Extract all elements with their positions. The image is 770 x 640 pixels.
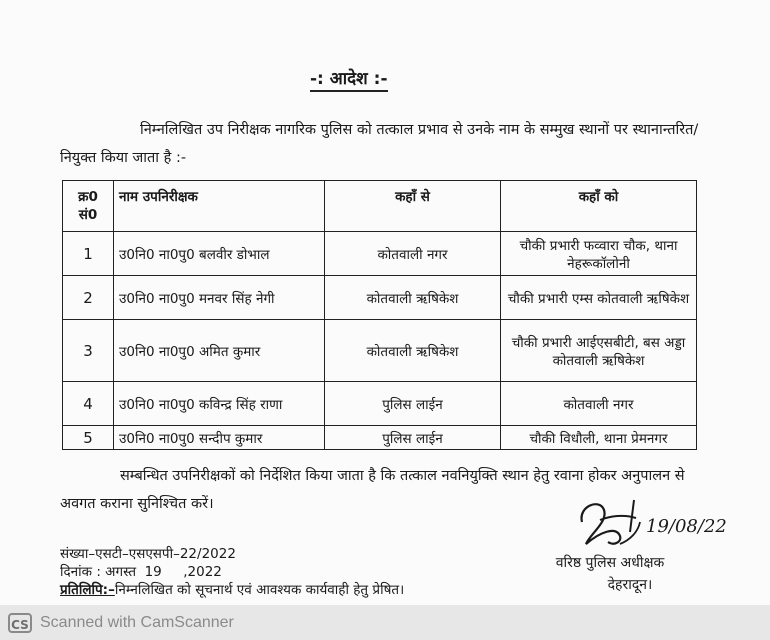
cell-from: कोतवाली ऋषिकेश xyxy=(325,276,501,320)
cell-name: उ0नि0 ना0पु0 मनवर सिंह नेगी xyxy=(114,276,325,320)
scanner-footer xyxy=(0,605,770,640)
copy-text: निम्नलिखित को सूचनार्थ एवं आवश्यक कार्यवाही हेतु प्रेषित। xyxy=(114,582,405,598)
cell-to: कोतवाली नगर xyxy=(501,382,697,426)
camscanner-logo-icon: CS xyxy=(8,613,32,633)
copy-line xyxy=(60,581,404,599)
cell-serial: 5 xyxy=(63,426,114,450)
cell-from: पुलिस लाईन xyxy=(325,426,501,450)
header-to: कहाँ को xyxy=(501,181,697,232)
reference-block xyxy=(60,545,404,599)
table-row xyxy=(63,276,697,320)
officer-title: वरिष्ठ पुलिस अधीक्षक xyxy=(555,555,665,571)
cell-to: चौकी विधौली, थाना प्रेमनगर xyxy=(501,426,697,450)
scanner-watermark-text: Scanned with CamScanner xyxy=(40,614,234,631)
handwritten-signature xyxy=(560,492,750,552)
closing-paragraph: सम्बन्धित उपनिरीक्षकों को निर्देशित किया जाता है कि तत्काल नवनियुक्ति स्थान हेतु रवाना होकर अनुपालन से अवगत कराना सुनिश्चित करें। xyxy=(60,468,685,512)
cell-name: उ0नि0 ना0पु0 कविन्द्र सिंह राणा xyxy=(114,382,325,426)
cell-from: पुलिस लाईन xyxy=(325,382,501,426)
cell-to: चौकी प्रभारी एम्स कोतवाली ऋषिकेश xyxy=(501,276,697,320)
table-header-row xyxy=(63,181,697,232)
header-name: नाम उपनिरीक्षक xyxy=(114,181,325,232)
transfer-table xyxy=(62,180,697,450)
cell-name: उ0नि0 ना0पु0 सन्दीप कुमार xyxy=(114,426,325,450)
reference-number: संख्या–एसटी–एसएसपी–22/2022 xyxy=(60,546,236,562)
intro-paragraph: निम्नलिखित उप निरीक्षक नागरिक पुलिस को तत्काल प्रभाव से उनके नाम के सम्मुख स्थानों पर स्थानान्तरित/नियुक्त किया जाता है :- xyxy=(60,122,699,166)
cell-serial: 4 xyxy=(63,382,114,426)
cell-to: चौकी प्रभारी आईएसबीटी, बस अड्डा कोतवाली ऋषिकेश xyxy=(501,320,697,382)
header-serial: क्र0 सं0 xyxy=(63,181,114,232)
order-title: -: आदेश :- xyxy=(310,66,388,89)
signature-date: 19/08/22 xyxy=(646,516,727,537)
officer-block xyxy=(520,552,700,596)
table-row xyxy=(63,382,697,426)
copy-label: प्रतिलिपि:– xyxy=(60,582,115,598)
cell-name: उ0नि0 ना0पु0 अमित कुमार xyxy=(114,320,325,382)
officer-place: देहरादून। xyxy=(607,577,653,593)
cell-serial: 1 xyxy=(63,232,114,276)
cell-serial: 3 xyxy=(63,320,114,382)
cell-from: कोतवाली नगर xyxy=(325,232,501,276)
cell-serial: 2 xyxy=(63,276,114,320)
cell-to: चौकी प्रभारी फव्वारा चौक, थाना नेहरूकॉलोनी xyxy=(501,232,697,276)
header-from: कहाँ से xyxy=(325,181,501,232)
table-row xyxy=(63,232,697,276)
table-row xyxy=(63,426,697,450)
cell-from: कोतवाली ऋषिकेश xyxy=(325,320,501,382)
order-date: दिनांक : अगस्त 19 ,2022 xyxy=(60,564,222,580)
table-row xyxy=(63,320,697,382)
cell-name: उ0नि0 ना0पु0 बलवीर डोभाल xyxy=(114,232,325,276)
